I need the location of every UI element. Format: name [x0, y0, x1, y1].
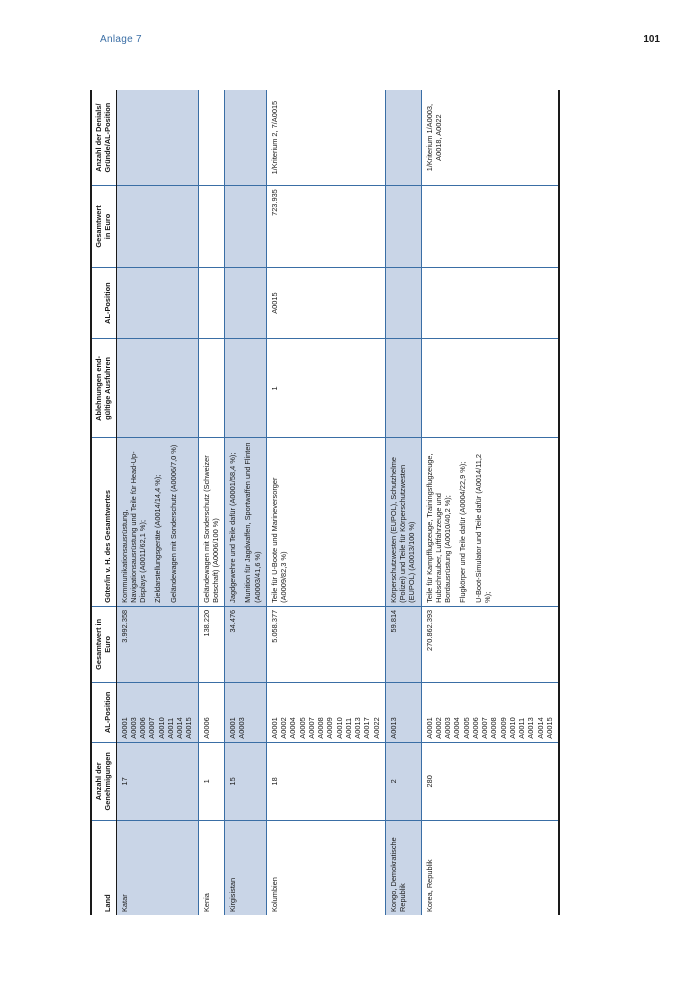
cell-gesamtwert: 270.862.393 — [421, 606, 559, 682]
cell-land: Kongo, Demokratische Republik — [385, 820, 421, 915]
cell-land: Kirgisistan — [225, 820, 267, 915]
gueter-entry: Körperschutzwesten (EUPOL), Schutzhelme (Polizei) und Teile für Körperschutzwesten (EUPOL) (A0013/100 %) — [388, 457, 417, 603]
al-position-entry: A0005 — [297, 717, 307, 739]
cell-land: Korea, Republik — [421, 820, 559, 915]
cell-gesamtwert: 3.992.358 — [116, 606, 198, 682]
col-header-anzahl: Anzahl der Genehmigungen — [91, 742, 116, 820]
cell-al-positions — [198, 682, 225, 742]
col-header-gueter: Güter/in v. H. des Gesamtwertes — [91, 438, 116, 606]
cell-al-positions — [385, 682, 421, 742]
cell-gesamtwert: 138.220 — [198, 606, 225, 682]
gueter-entry: Jagdgewehre und Teile dafür (A0001/58,4 %); — [228, 452, 237, 603]
al-position-entry: A0009 — [498, 717, 508, 739]
cell-anzahl: 1 — [198, 742, 225, 820]
cell-gesamtwert: 59.814 — [385, 606, 421, 682]
al-position-entry: A0009 — [325, 717, 335, 739]
al-position-entry: A0003 — [443, 717, 452, 739]
al-position-entry: A0008 — [489, 717, 499, 739]
cell-gesamtwert-2 — [198, 186, 225, 268]
cell-gesamtwert-2 — [421, 186, 559, 268]
al-position-entry: A0001 — [269, 717, 279, 739]
al-position-entry: A0001 — [119, 717, 129, 739]
cell-denials — [385, 90, 421, 186]
cell-gueter — [198, 438, 225, 606]
col-header-gesamtwert-2: Gesamtwert in Euro — [91, 186, 116, 268]
al-position-entry: A0007 — [147, 717, 157, 739]
al-position-entry: A0007 — [306, 717, 316, 739]
table-row — [116, 90, 198, 915]
table-row — [421, 90, 559, 915]
export-licences-table — [90, 90, 560, 915]
cell-al-position-2 — [225, 267, 267, 339]
cell-gueter — [225, 438, 267, 606]
cell-gesamtwert-2 — [225, 186, 267, 268]
rotated-table-container — [90, 90, 650, 915]
table-row — [385, 90, 421, 915]
al-position-entry: A0015 — [184, 717, 194, 739]
al-position-entry: A0014 — [175, 717, 184, 739]
gueter-entry: Munition für Jagdwaffen, Sportwaffen und Flinten (A0003/41,6 %) — [243, 442, 262, 603]
cell-gueter — [385, 438, 421, 606]
cell-anzahl: 15 — [225, 742, 267, 820]
al-position-entry: A0011 — [517, 717, 526, 739]
cell-gesamtwert-2 — [385, 186, 421, 268]
al-position-entry: A0003 — [237, 717, 247, 739]
gueter-entry: Teile für U-Boote und Marineversorger (A0009/82,3 %) — [269, 477, 288, 603]
al-position-entry: A0001 — [424, 717, 434, 739]
table-body — [116, 90, 559, 915]
cell-ablehnungen — [198, 339, 225, 438]
cell-gueter — [421, 438, 559, 606]
al-position-entry: A0003 — [128, 717, 138, 739]
cell-gesamtwert: 5.058.377 — [266, 606, 385, 682]
al-position-entry: A0002 — [433, 717, 443, 739]
al-position-entry: A0011 — [165, 717, 175, 739]
col-header-al-position-2: AL-Position — [91, 267, 116, 339]
cell-al-position-2 — [421, 267, 559, 339]
al-position-entry: A0017 — [362, 717, 372, 739]
al-position-entry: A0010 — [334, 717, 344, 739]
cell-gueter — [266, 438, 385, 606]
al-position-entry: A0011 — [343, 717, 353, 739]
cell-al-positions — [421, 682, 559, 742]
al-position-entry: A0010 — [156, 717, 166, 739]
cell-land: Kenia — [198, 820, 225, 915]
col-header-land: Land — [91, 820, 116, 915]
al-position-entry: A0007 — [480, 717, 489, 739]
running-header-left: Anlage 7 — [100, 34, 142, 45]
al-position-entry: A0008 — [316, 717, 325, 739]
cell-denials — [116, 90, 198, 186]
cell-anzahl: 17 — [116, 742, 198, 820]
cell-gesamtwert-2: 723.935 — [266, 186, 385, 268]
cell-denials — [225, 90, 267, 186]
cell-anzahl: 18 — [266, 742, 385, 820]
cell-al-positions — [225, 682, 267, 742]
cell-al-position-2 — [198, 267, 225, 339]
cell-denials: 1/Kriterium 1/A0003, A0018, A0022 — [421, 90, 559, 186]
gueter-entry: Zieldarstellungsgeräte (A0014/14,4 %); — [153, 474, 163, 603]
al-position-entry: A0004 — [288, 717, 298, 739]
cell-denials — [198, 90, 225, 186]
col-header-denials: Anzahl der Denials/ Gründe/AL-Position — [91, 90, 116, 186]
table-row — [198, 90, 225, 915]
al-position-entry: A0001 — [228, 717, 237, 739]
gueter-entry: Kommunikationsausrüstung, Navigationsausrüstung und Teile für Head-Up-Displays (A0011/62,1 %); — [119, 451, 147, 603]
al-position-entry: A0013 — [388, 717, 398, 739]
al-position-entry: A0006 — [138, 717, 147, 739]
col-header-gesamtwert: Gesamtwert in Euro — [91, 606, 116, 682]
al-position-entry: A0006 — [201, 717, 211, 739]
col-header-ablehnungen: Ablehnungen end- gültige Ausfuhren — [91, 339, 116, 438]
table-row — [266, 90, 385, 915]
cell-ablehnungen — [385, 339, 421, 438]
cell-al-positions — [266, 682, 385, 742]
gueter-entry: Flugkörper und Teile dafür (A0004/22,9 %); — [458, 461, 468, 603]
cell-land: Katar — [116, 820, 198, 915]
al-position-entry: A0013 — [353, 717, 362, 739]
cell-gesamtwert: 34.476 — [225, 606, 267, 682]
cell-gueter — [116, 438, 198, 606]
cell-al-position-2 — [116, 267, 198, 339]
cell-ablehnungen — [421, 339, 559, 438]
al-position-entry: A0010 — [507, 717, 517, 739]
al-position-entry: A0014 — [535, 717, 545, 739]
table-header-row — [91, 90, 116, 915]
col-header-al-position: AL-Position — [91, 682, 116, 742]
cell-land: Kolumbien — [266, 820, 385, 915]
cell-anzahl: 280 — [421, 742, 559, 820]
cell-ablehnungen — [116, 339, 198, 438]
table-row — [225, 90, 267, 915]
cell-al-position-2 — [385, 267, 421, 339]
al-position-entry: A0006 — [470, 717, 480, 739]
gueter-entry: Teile für Kampfflugzeuge, Trainingsflugzeuge, Hubschrauber, Luftfahrzeuge und Bordausrüstung (A0010/40,2 %); — [424, 453, 452, 603]
cell-al-position-2: A0015 — [266, 267, 385, 339]
cell-anzahl: 2 — [385, 742, 421, 820]
al-position-entry: A0004 — [452, 717, 462, 739]
al-position-entry: A0002 — [279, 717, 288, 739]
cell-ablehnungen — [225, 339, 267, 438]
al-position-entry: A0022 — [371, 717, 381, 739]
gueter-entry: Geländewagen mit Sonderschutz (A0006/7,0 %) — [168, 444, 178, 603]
cell-ablehnungen: 1 — [266, 339, 385, 438]
cell-gesamtwert-2 — [116, 186, 198, 268]
gueter-entry: U-Boot-Simulator und Teile dafür (A0014/11,2 %); — [473, 453, 492, 603]
al-position-entry: A0015 — [544, 717, 554, 739]
cell-denials: 1/Kriterium 2, 7/A0015 — [266, 90, 385, 186]
al-position-entry: A0005 — [461, 717, 471, 739]
cell-al-positions — [116, 682, 198, 742]
al-position-entry: A0013 — [526, 717, 536, 739]
gueter-entry: Geländewagen mit Sonderschutz (Schweizer Botschaft) (A0006/100 %) — [201, 455, 220, 603]
page-number: 101 — [643, 34, 660, 45]
